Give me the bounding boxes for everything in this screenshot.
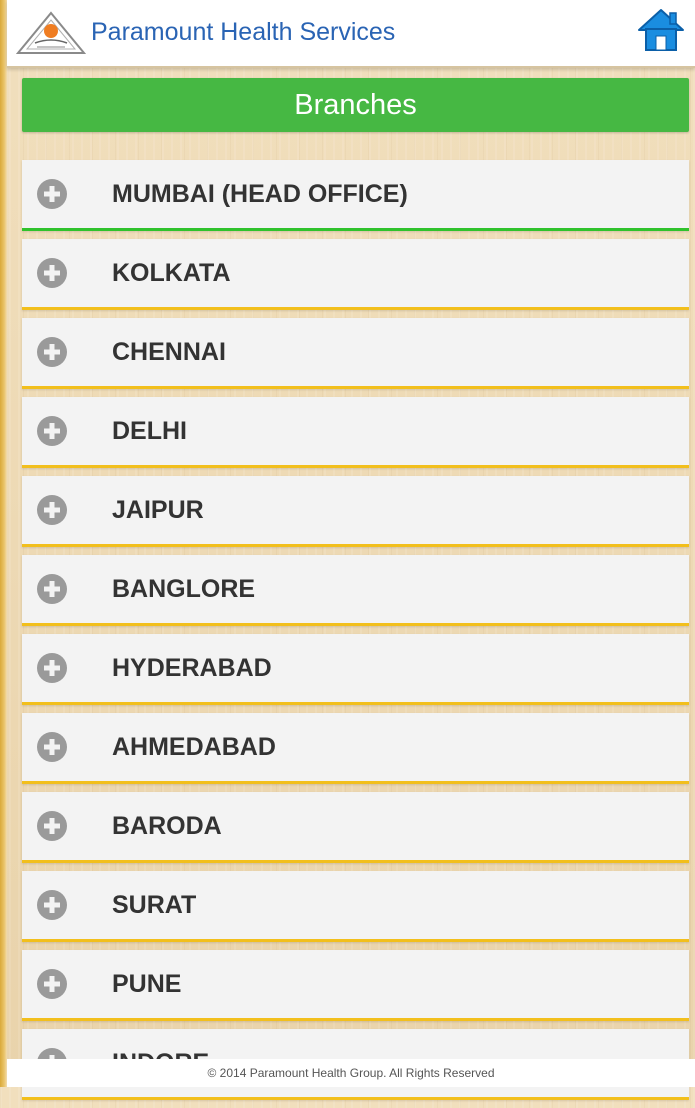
branch-label: BANGLORE: [112, 575, 256, 603]
plus-circle-icon: [36, 415, 68, 447]
wood-frame-edge: [0, 0, 7, 1087]
plus-circle-icon: [36, 968, 68, 1000]
branch-label: HYDERABAD: [112, 654, 272, 682]
branch-item[interactable]: [22, 318, 689, 389]
plus-circle-icon: [36, 494, 68, 526]
branch-item[interactable]: [22, 239, 689, 310]
branch-label: AHMEDABAD: [112, 733, 276, 761]
plus-circle-icon: [36, 652, 68, 684]
branch-item[interactable]: [22, 476, 689, 547]
branch-label: PUNE: [112, 970, 182, 998]
home-icon[interactable]: [637, 6, 685, 54]
branch-label: MUMBAI (HEAD OFFICE): [112, 180, 408, 208]
plus-circle-icon: [36, 810, 68, 842]
branch-item[interactable]: [22, 871, 689, 942]
plus-circle-icon: [36, 336, 68, 368]
branch-label: KOLKATA: [112, 259, 231, 287]
branch-list: [22, 160, 689, 1108]
branch-label: BARODA: [112, 812, 222, 840]
plus-circle-icon: [36, 889, 68, 921]
plus-circle-icon: [36, 178, 68, 210]
branch-item[interactable]: [22, 160, 689, 231]
branch-item[interactable]: [22, 397, 689, 468]
branch-item[interactable]: [22, 713, 689, 784]
branch-item[interactable]: [22, 950, 689, 1021]
paramount-logo: [15, 10, 87, 56]
app-header: [7, 0, 695, 68]
branch-item[interactable]: [22, 792, 689, 863]
plus-circle-icon: [36, 731, 68, 763]
branches-banner: [22, 78, 689, 132]
branch-label: DELHI: [112, 417, 187, 445]
copyright-text: © 2014 Paramount Health Group. All Rights Reserved: [207, 1066, 495, 1080]
branch-label: SURAT: [112, 891, 197, 919]
branch-item[interactable]: [22, 555, 689, 626]
branch-label: JAIPUR: [112, 496, 204, 524]
footer: [7, 1059, 695, 1087]
app-title: Paramount Health Services: [91, 18, 396, 46]
branch-item[interactable]: [22, 634, 689, 705]
banner-title: Branches: [294, 89, 417, 121]
plus-circle-icon: [36, 573, 68, 605]
branch-label: CHENNAI: [112, 338, 226, 366]
plus-circle-icon: [36, 257, 68, 289]
